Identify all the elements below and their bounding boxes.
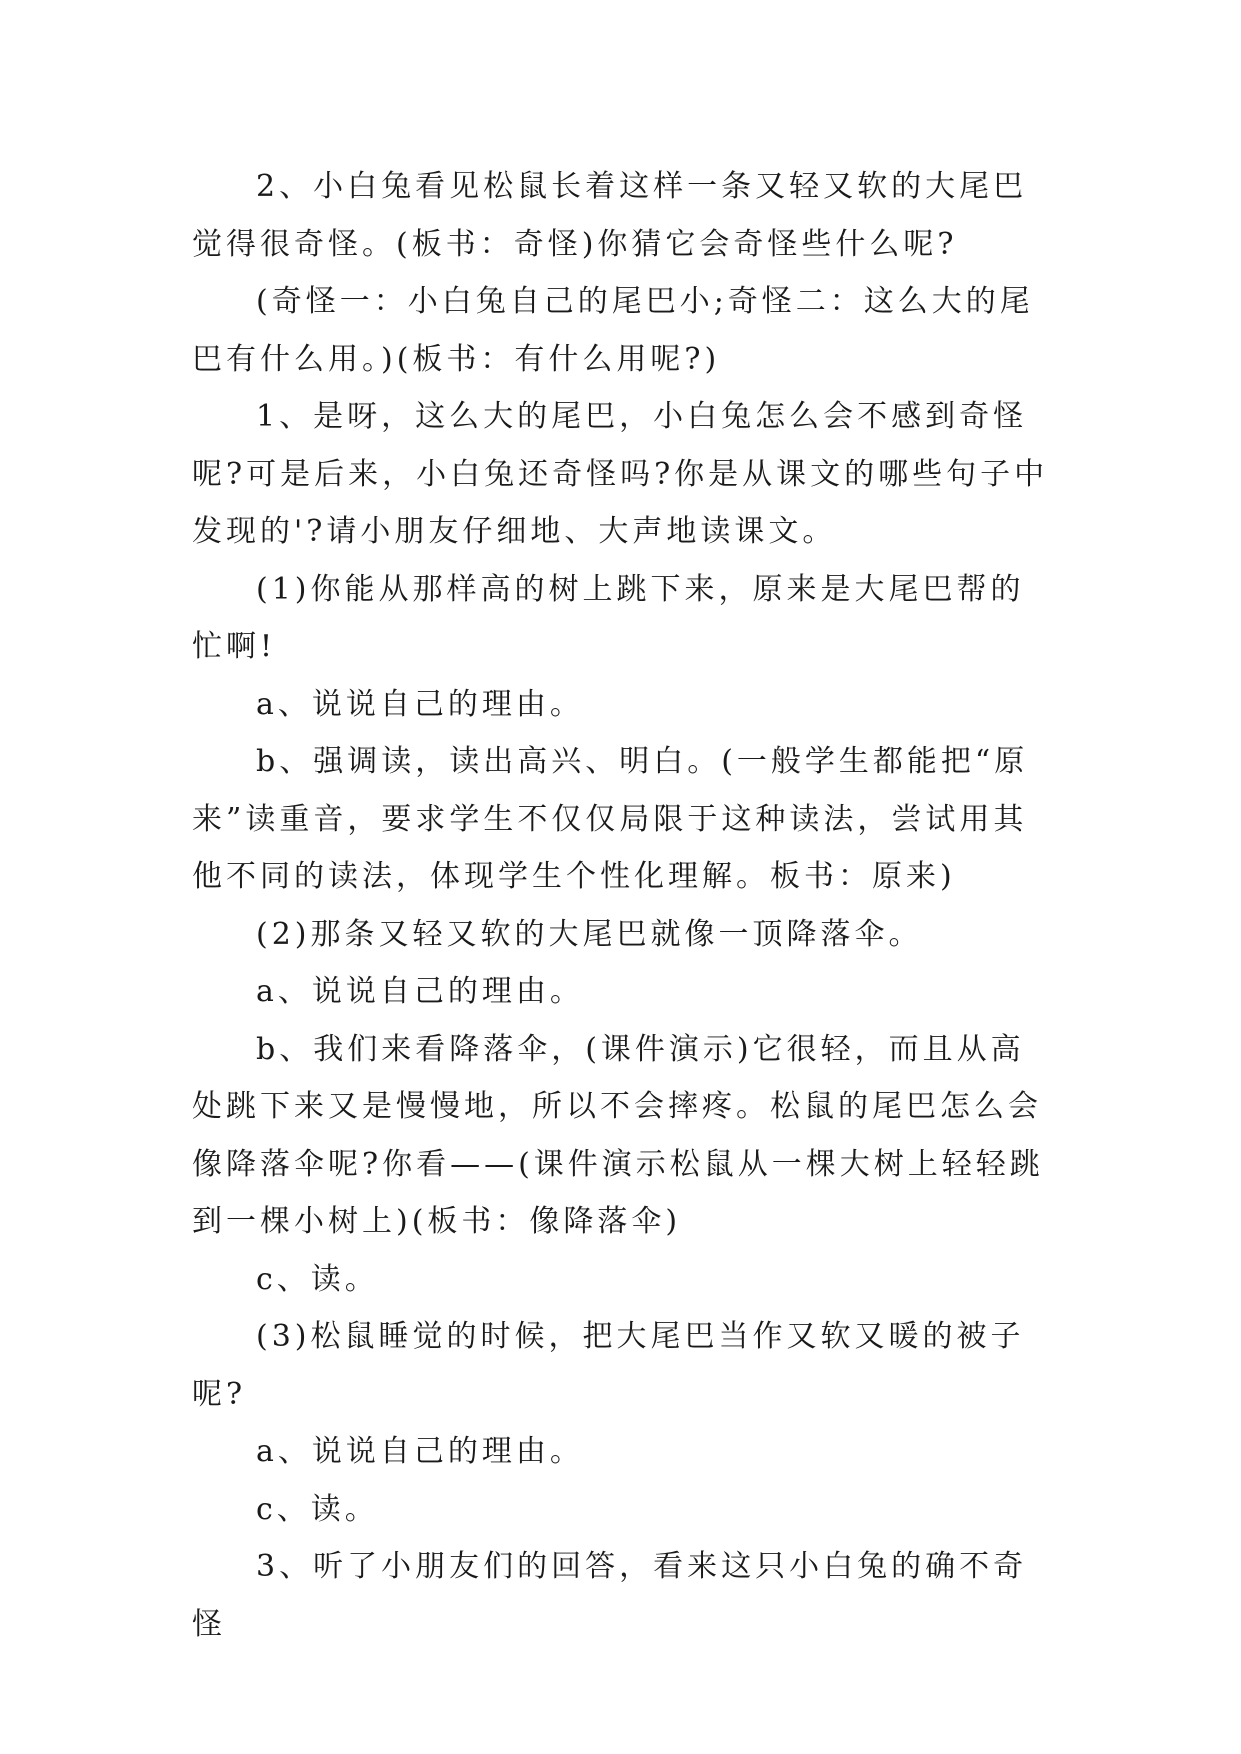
paragraph: 3、听了小朋友们的回答，看来这只小白兔的确不奇怪	[192, 1549, 1028, 1642]
paragraph: b、我们来看降落伞，(课件演示)它很轻，而且从高处跳下来又是慢慢地，所以不会摔疼。松鼠的尾巴怎么会像降落伞呢?你看——(课件演示松鼠从一棵大树上轻轻跳到一棵小树上)(板书：像降落伞)	[192, 1031, 1044, 1239]
paragraph: a、说说自己的理由。	[256, 1434, 584, 1469]
paragraph: 1、是呀，这么大的尾巴，小白兔怎么会不感到奇怪呢?可是后来，小白兔还奇怪吗?你是从课文的哪些句子中发现的'?请小朋友仔细地、大声地读课文。	[192, 399, 1049, 549]
document-body	[192, 158, 1052, 1653]
paragraph: c、读。	[256, 1261, 379, 1297]
paragraph: a、说说自己的理由。	[256, 974, 584, 1009]
paragraph: c、读。	[256, 1491, 379, 1527]
paragraph: b、强调读，读出高兴、明白。(一般学生都能把“原来”读重音，要求学生不仅仅局限于这种读法，尝试用其他不同的读法，体现学生个性化理解。板书：原来)	[192, 744, 1029, 894]
paragraph: (1)你能从那样高的树上跳下来，原来是大尾巴帮的忙啊!	[192, 571, 1025, 664]
paragraph: (2)那条又轻又软的大尾巴就像一顶降落伞。	[256, 916, 923, 952]
paragraph: a、说说自己的理由。	[256, 686, 584, 722]
paragraph: 2、小白兔看见松鼠长着这样一条又轻又软的大尾巴觉得很奇怪。(板书：奇怪)你猜它会奇怪些什么呢?	[192, 169, 1028, 262]
paragraph: (奇怪一：小白兔自己的尾巴小;奇怪二：这么大的尾巴有什么用。)(板书：有什么用呢?)	[192, 284, 1034, 377]
paragraph: (3)松鼠睡觉的时候，把大尾巴当作又软又暖的被子呢?	[192, 1319, 1025, 1412]
